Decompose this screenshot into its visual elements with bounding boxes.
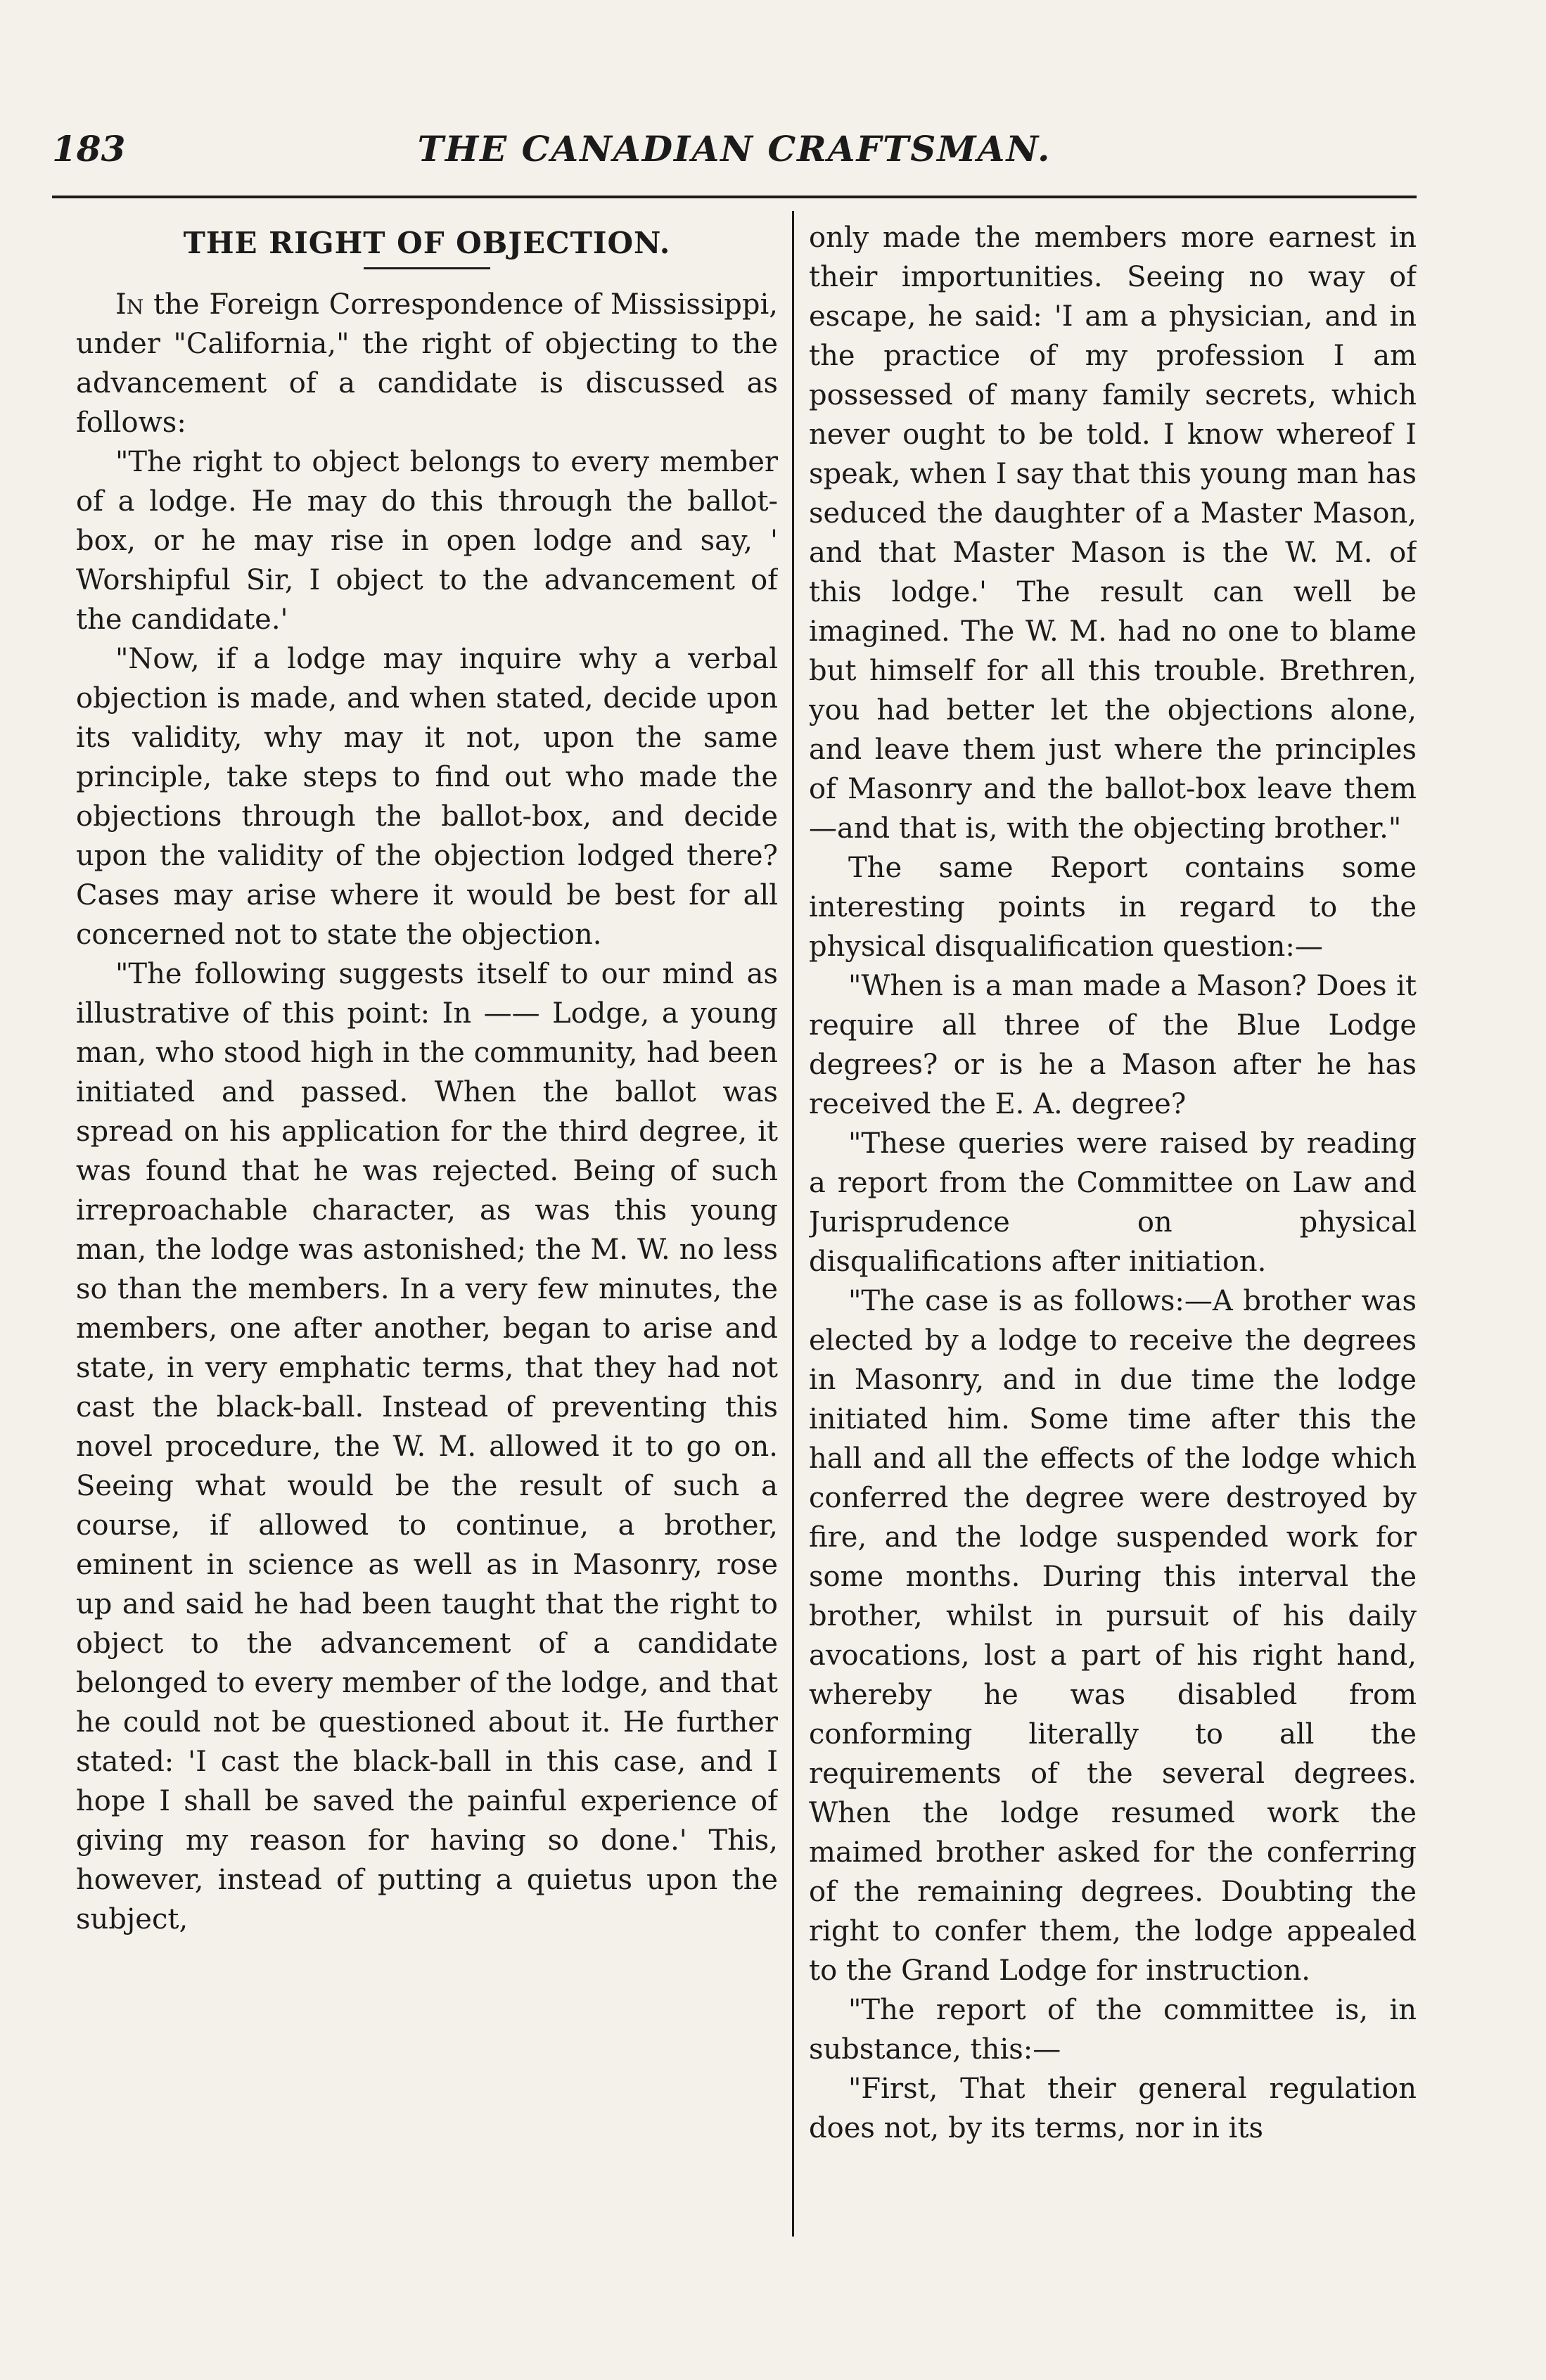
paragraph: "Now, if a lodge may inquire why a verbal objection is made, and when stated, decide upon its validity, why may it not, upon the same principle, take steps to find out who made the objections through the ballot-box, and decide upon the validity of the objection lodged there? Cases may arise where it would be best for all concerned not to state the objection.	[76, 643, 778, 951]
lead-word: In	[115, 288, 144, 321]
paragraph: The same Report contains some interesting points in regard to the physical disqualification question:—	[809, 852, 1417, 963]
paragraph: "These queries were raised by reading a report from the Committee on Law and Jurisprudence on physical disqualifications after initiation.	[809, 1127, 1417, 1278]
paragraph: "When is a man made a Mason? Does it require all three of the Blue Lodge degrees? or is he a Mason after he has received the E. A. degree?	[809, 970, 1417, 1120]
title-rule	[364, 267, 490, 269]
header-rule	[52, 196, 1417, 198]
paragraph: "The right to object belongs to every member of a lodge. He may do this through the ballot-box, or he may rise in open lodge and say, ' Worshipful Sir, I object to the advancement of the candidate.'	[76, 446, 778, 636]
running-head	[52, 128, 1417, 188]
paragraph: In the Foreign Correspondence of Mississippi, under "California," the right of objecting to the advancement of a candidate is discussed as follows:	[76, 288, 778, 439]
paragraph: "The report of the committee is, in substance, this:—	[809, 1994, 1417, 2066]
paragraph: "First, That their general regulation does not, by its terms, nor in its	[809, 2073, 1417, 2144]
paragraph: "The following suggests itself to our mind as illustrative of this point: In —— Lodge, a young man, who stood high in the community, had been initiated and passed. When the ballot was spread on his application for the third degree, it was found that he was rejected. Being of such irreproachable character, as was this young man, the lodge was astonished; the M. W. no less so than the members. In a very few minutes, the members, one after another, began to arise and state, in very emphatic terms, that they had not cast the black-ball. Instead of preventing this novel procedure, the W. M. allowed it to go on. Seeing what would be the result of such a course, if allowed to continue, a brother, eminent in science as well as in Masonry, rose up and said he had been taught that the right to object to the advancement of a candidate belonged to every member of the lodge, and that he could not be questioned about it. He further stated: 'I cast the black-ball in this case, and I hope I shall be saved the painful experience of giving my reason for having so done.' This, however, instead of putting a quietus upon the subject,	[76, 958, 778, 1936]
article-title: THE RIGHT OF OBJECTION.	[183, 226, 671, 260]
column-divider	[792, 211, 794, 2237]
paragraph: "The case is as follows:—A brother was elected by a lodge to receive the degrees in Masonry, and in due time the lodge initiated him. Some time after this the hall and all the effects of the lodge which conferred the degree were destroyed by fire, and the lodge suspended work for some months. During this interval the brother, whilst in pursuit of his daily avocations, lost a part of his right hand, whereby he was disabled from conforming literally to all the requirements of the several degrees. When the lodge resumed work the maimed brother asked for the conferring of the remaining degrees. Doubting the right to confer them, the lodge appealed to the Grand Lodge for instruction.	[809, 1285, 1417, 1987]
right-column	[809, 218, 1417, 2258]
page-number: 183	[52, 128, 126, 169]
left-column	[76, 218, 778, 2258]
journal-title: THE CANADIAN CRAFTSMAN.	[417, 128, 1052, 169]
paragraph-continued: only made the members more earnest in their importunities. Seeing no way of escape, he said: 'I am a physician, and in the practice of my profession I am possessed of many family secrets, which never ought to be told. I know whereof I speak, when I say that this young man has seduced the daughter of a Master Mason, and that Master Mason is the W. M. of this lodge.' The result can well be imagined. The W. M. had no one to blame but himself for all this trouble. Brethren, you had better let the objections alone, and leave them just where the principles of Masonry and the ballot-box leave them —and that is, with the objecting brother."	[809, 222, 1417, 845]
